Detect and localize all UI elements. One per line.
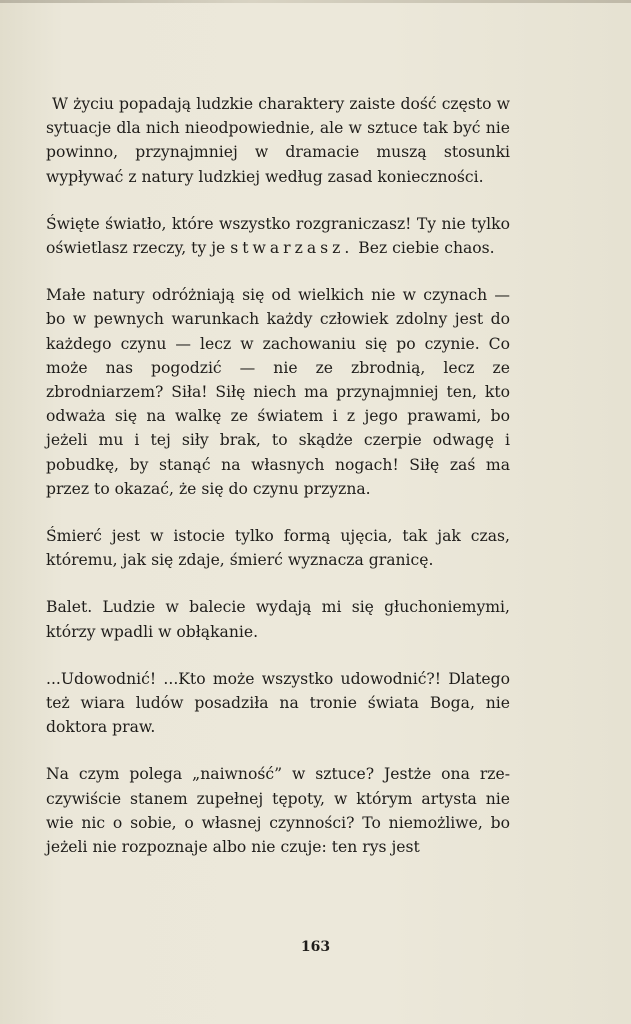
- paragraph-light-after: Bez ciebie chaos.: [353, 239, 495, 258]
- page-top-edge: [0, 0, 631, 3]
- paragraph-character: W życiu popadają ludzkie charaktery zaiste dość często w sytuacje dla nich nieodpowiednie, ale w sztuce tak być nie powinno, przynajmniej w dramacie muszą stosunki wypływać z natury ludzkiej według zasad konieczności.: [46, 95, 510, 186]
- paragraph-light: [46, 212, 510, 260]
- page-body: [46, 92, 510, 882]
- paragraph-light-spaced-word: stwarzasz.: [230, 239, 354, 258]
- paragraph-death: Śmierć jest w istocie tylko formą ujęcia, tak jak czas, któremu, jak się zdaje, śmierć wyznacza granicę.: [46, 527, 510, 570]
- page-number: 163: [300, 939, 331, 955]
- paragraph-light-before: Święte światło, które wszystko rozgraniczasz! Ty nie tylko oświetlasz rzeczy, ty je: [46, 214, 510, 258]
- paragraph-prove: ...Udowodnić! ...Kto może wszystko udowodnić?! Dlatego też wiara ludów posadziła na tronie świata Boga, nie doktora praw.: [46, 669, 510, 737]
- paragraph-naivety: Na czym polega „naiwność” w sztuce? Jestże ona rzeczywiście stanem zupełnej tępoty, w którym artysta nie wie nic o sobie, o własnej czynności? To niemożliwe, bo jeżeli nie rozpoznaje albo nie czuje: ten rys jest: [46, 765, 510, 857]
- paragraph-ballet: Balet. Ludzie w balecie wydają mi się głuchoniemymi, którzy wpadli w obłąkanie.: [46, 598, 510, 641]
- paragraph-small-natures: Małe natury odróżniają się od wielkich nie w czynach — bo w pewnych warunkach każdy człowiek zdolny jest do każdego czynu — lecz w zachowaniu się po czynie. Co może nas pogodzić — nie ze zbrodnią, lecz ze zbrodniarzem? Siła! Siłę niech ma przynajmniej ten, kto odważa się na walkę ze światem i z jego prawami, bo jeżeli mu i tej siły brak, to skądże czerpie odwagę i pobudkę, by stanąć na własnych nogach! Siłę zaś ma przez to okazać, że się do czynu przyzna.: [46, 286, 510, 498]
